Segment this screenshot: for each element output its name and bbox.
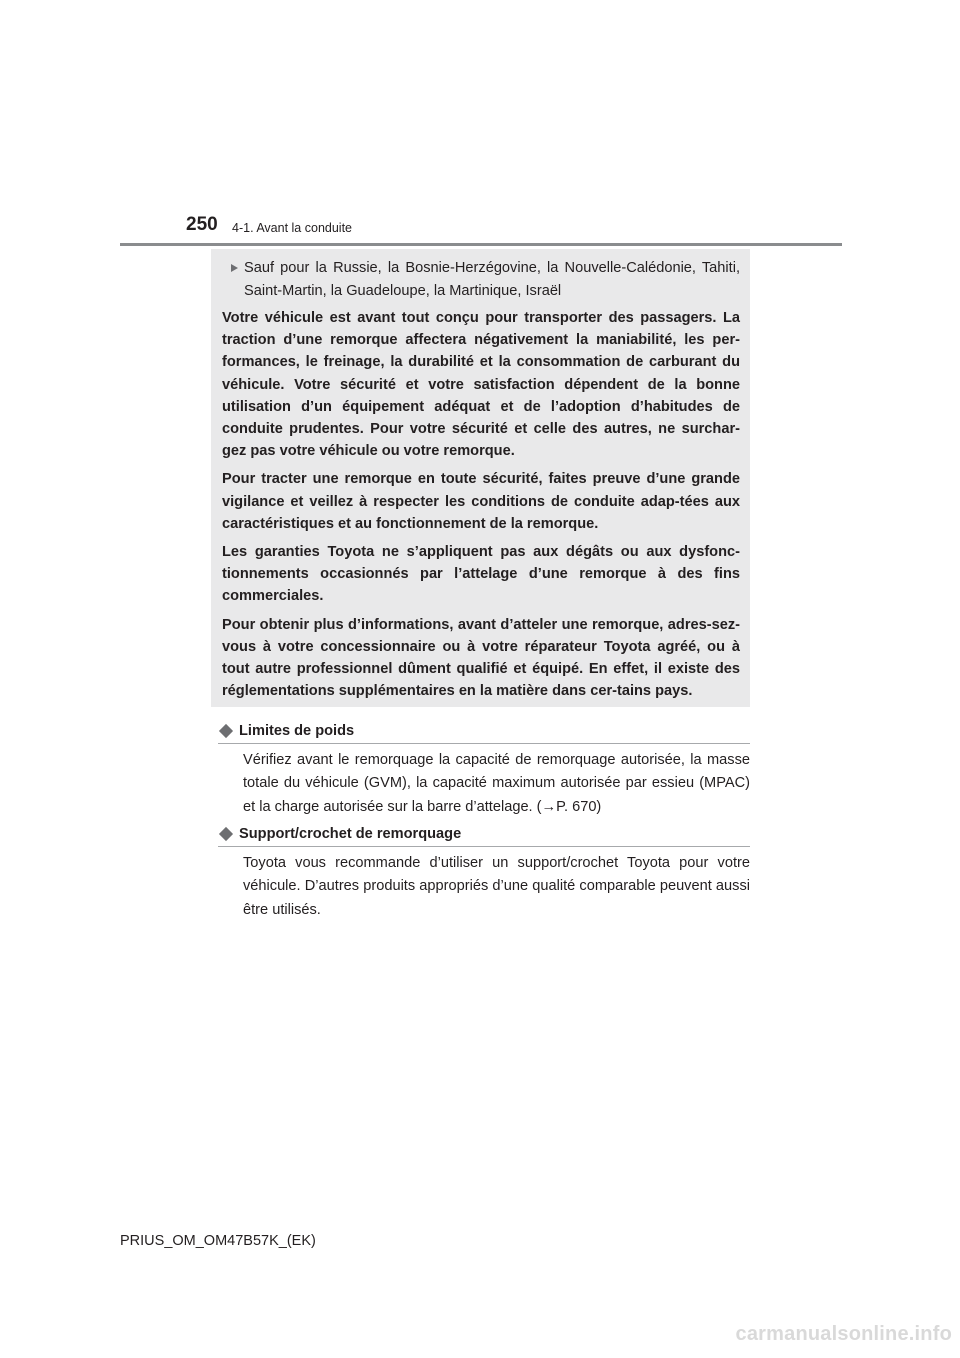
section-divider (218, 743, 750, 744)
header-rule (120, 243, 842, 246)
page-number: 250 (186, 214, 218, 235)
info-paragraph: Votre véhicule est avant tout conçu pour transporter des passagers. La traction d’une remorque affectera négativement la maniabilité, les per-formances, le freinage, la durabilité et la consommation de carburant du véhicule. Votre sécurité et votre satisfaction dépendent de la bonne utilisation d’un équipement adéquat et de l’adoption d’habitudes de conduite prudentes. Pour votre sécurité et celle des autres, ne surchar-gez pas votre véhicule ou votre remorque. (222, 310, 740, 460)
weight-limits-body: Vérifiez avant le remorquage la capacité de remorquage autorisée, la masse totale du véhicule (GVM), la capacité maximum autorisée par essieu (MPAC) et la charge autorisée sur la barre d’attelage. ( (243, 752, 750, 815)
section-title: Support/crochet de remorquage (239, 826, 462, 842)
section-heading-weight-limits (218, 721, 750, 741)
info-paragraph: Pour tracter une remorque en toute sécurité, faites preuve d’une grande vigilance et veillez à respecter les conditions de conduite adap-tées aux caractéristiques et au fonctionnement de la remorque. (222, 471, 740, 532)
weight-limits-text (243, 749, 750, 819)
info-paragraph: Les garanties Toyota ne s’appliquent pas aux dégâts ou aux dysfonc-tionnements occasionnés par l’attelage d’une remorque à des fins commerciales. (222, 544, 740, 605)
diamond-icon (219, 827, 233, 841)
info-box (211, 249, 750, 707)
tow-hitch-text: Toyota vous recommande d’utiliser un support/crochet Toyota pour votre véhicule. D’autres produits appropriés d’une qualité comparable peuvent aussi être utilisés. (243, 855, 750, 918)
watermark: carmanualsonline.info (735, 1323, 952, 1345)
section-heading-tow-hitch (218, 824, 750, 844)
info-paragraph: Pour obtenir plus d’informations, avant d’atteler une remorque, adres-sez-vous à votre concessionnaire ou à votre réparateur Toyota agréé, ou à tout autre professionnel dûment qualifié et équipé. En effet, il existe des réglementations supplémentaires en la matière dans cer-tains pays. (222, 616, 740, 700)
page-reference: P. 670) (556, 798, 602, 815)
section-label: 4-1. Avant la conduite (232, 221, 352, 235)
bullet-text: Sauf pour la Russie, la Bosnie-Herzégovine, la Nouvelle-Calédonie, Tahiti, Saint-Martin, la Guadeloupe, la Martinique, Israël (244, 260, 740, 299)
footer-doc-code: PRIUS_OM_OM47B57K_(EK) (120, 1233, 316, 1249)
section-divider (218, 846, 750, 847)
section-title: Limites de poids (239, 723, 355, 739)
bullet-item (222, 257, 740, 302)
diamond-icon (219, 724, 233, 738)
triangle-bullet-icon (231, 264, 238, 272)
arrow-right-icon: → (541, 798, 557, 815)
